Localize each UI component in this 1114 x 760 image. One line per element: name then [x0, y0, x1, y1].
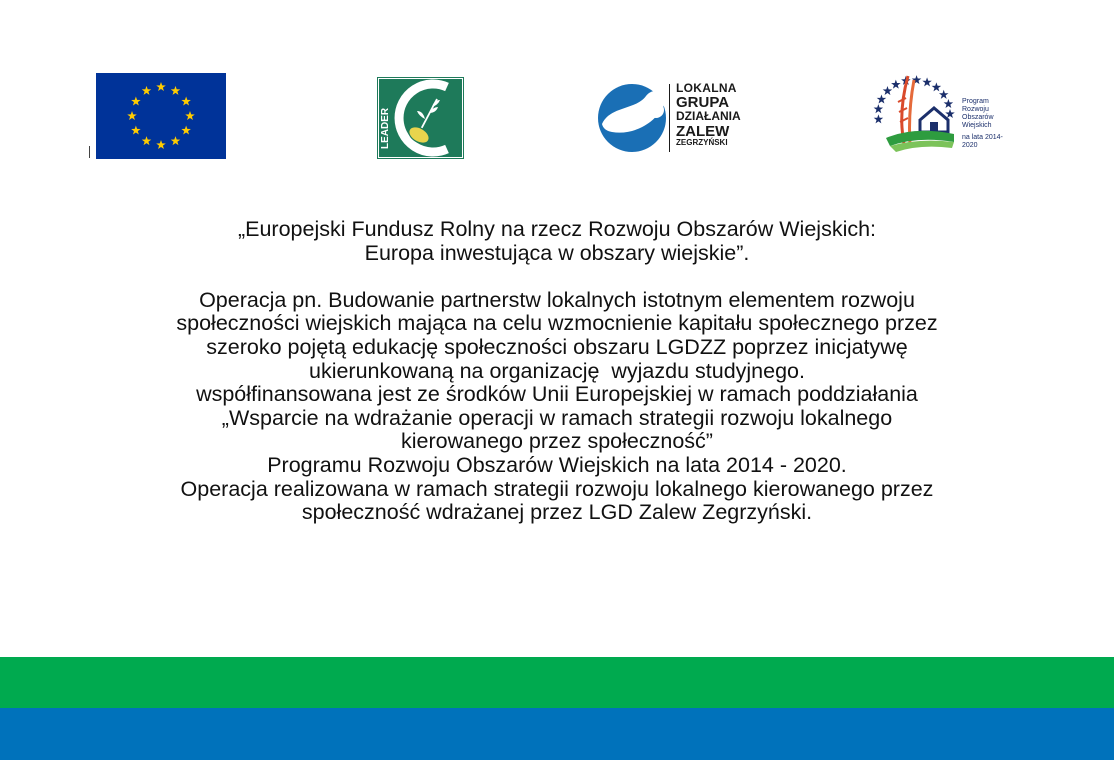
- statement-line: współfinansowana jest ze środków Unii Europejskiej w ramach poddziałania: [196, 382, 918, 407]
- divider-mark: [89, 146, 90, 158]
- green-stripe: [0, 657, 1114, 708]
- eu-flag-logo: [96, 73, 226, 159]
- lgd-wordmark: [676, 82, 741, 147]
- statement-line: szeroko pojętą edukację społeczności obszaru LGDZZ poprzez inicjatywę: [206, 334, 908, 359]
- statement-line: Programu Rozwoju Obszarów Wiejskich na lata 2014 - 2020.: [267, 452, 847, 477]
- funding-statement: [0, 218, 1114, 525]
- prow-star-icon: [932, 82, 942, 91]
- prow-emblem-icon: [868, 72, 960, 156]
- prow-star-icon: [922, 77, 932, 86]
- prow-wordmark: [962, 98, 1008, 150]
- prow-star-icon: [883, 86, 893, 95]
- prow-line-3: Obszarów: [962, 114, 994, 121]
- prow-line-4: Wiejskich: [962, 122, 992, 129]
- motto-line-2: Europa inwestująca w obszary wiejskie”.: [364, 240, 750, 265]
- lgd-line-3: DZIAŁANIA: [676, 109, 741, 123]
- lgd-line-2: GRUPA: [676, 94, 730, 111]
- paragraph-gap: [0, 265, 1114, 289]
- prow-star-icon: [945, 109, 955, 118]
- prow-star-icon: [877, 94, 887, 103]
- lgd-line-1: LOKALNA: [676, 81, 737, 95]
- statement-line: „Wsparcie na wdrażanie operacji w ramach strategii rozwoju lokalnego: [221, 405, 893, 430]
- leader-label: LEADER: [380, 107, 391, 149]
- prow-line-5: na lata 2014-2020: [962, 134, 1003, 149]
- lgd-logo: [596, 80, 756, 158]
- statement-line: ukierunkowaną na organizację wyjazdu studyjnego.: [308, 358, 805, 383]
- statement-line: Operacja pn. Budowanie partnerstw lokalnych istotnym elementem rozwoju: [199, 287, 915, 312]
- prow-star-icon: [874, 114, 884, 123]
- prow-line-2: Rozwoju: [962, 106, 989, 113]
- lgd-line-4: ZALEW: [676, 123, 730, 140]
- statement-line: kierowanego przez społeczność”: [401, 429, 713, 454]
- statement-line: społeczność wdrażanej przez LGD Zalew Zegrzyński.: [301, 500, 813, 525]
- logo-bar: [0, 0, 1114, 170]
- prow-star-icon: [891, 80, 901, 89]
- lgd-divider: [669, 84, 670, 152]
- prow-star-icon: [944, 99, 954, 108]
- statement-line: społeczności wiejskich mająca na celu wzmocnienie kapitału społecznego przez: [176, 311, 938, 336]
- prow-logo: [868, 72, 1008, 156]
- lgd-line-5: ZEGRZYŃSKI: [676, 138, 728, 147]
- statement-line: Operacja realizowana w ramach strategii rozwoju lokalnego kierowanego przez: [180, 476, 934, 501]
- leader-logo: [377, 77, 464, 159]
- prow-line-1: Program: [962, 98, 989, 105]
- motto-line-1: „Europejski Fundusz Rolny na rzecz Rozwoju Obszarów Wiejskich:: [237, 217, 877, 241]
- blue-stripe: [0, 708, 1114, 760]
- lgd-emblem-icon: [596, 80, 668, 158]
- prow-star-icon: [939, 90, 949, 99]
- prow-star-icon: [874, 104, 884, 113]
